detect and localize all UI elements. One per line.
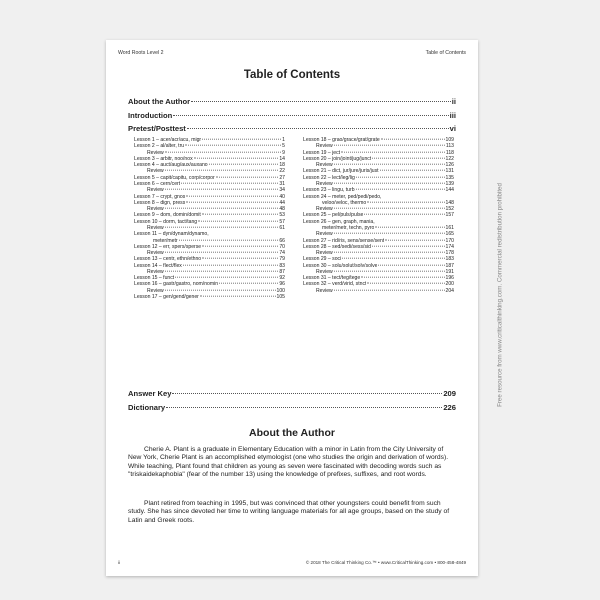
toc-dot-leader <box>375 227 444 228</box>
toc-row-label: Lesson 6 – cern/cert <box>134 180 181 187</box>
toc-entry-label: Introduction <box>128 111 173 120</box>
toc-dot-leader <box>202 245 278 246</box>
toc-entry-page: 226 <box>443 403 456 412</box>
about-author-heading: About the Author <box>249 427 335 439</box>
toc-row-page: 70 <box>279 243 285 250</box>
toc-row-page: 57 <box>279 218 285 225</box>
toc-row-label: Lesson 28 – sed/sedi/sess/sid <box>303 243 371 250</box>
toc-row-label: Lesson 32 – verd/virid, stnct <box>303 281 367 288</box>
toc-row-label: Lesson 25 – pel/puls/pulse <box>303 212 364 219</box>
lesson-columns <box>134 137 454 300</box>
toc-dot-leader <box>372 158 444 159</box>
toc-row-label: veloo/veloc, thermo <box>322 199 367 206</box>
toc-dot-leader <box>334 289 445 290</box>
toc-row-label: Lesson 12 – err, spers/sperse <box>134 243 202 250</box>
toc-row-label: Lesson 23 – lingu, turb <box>303 187 355 194</box>
toc-row-page: 61 <box>279 224 285 231</box>
toc-row-label: Review <box>316 162 333 169</box>
redistribution-notice-text: Free resource from www.criticalthinking.com. Commercial redistribution prohibited <box>496 183 504 407</box>
toc-row-page: 18 <box>279 162 285 169</box>
toc-row-page: 109 <box>445 137 454 143</box>
toc-dot-leader <box>166 407 442 408</box>
toc-row-page: 79 <box>279 256 285 263</box>
lesson-column-right <box>303 137 454 300</box>
toc-row-label: Lesson 1 – acer/acr/acu, migr <box>134 137 202 143</box>
toc-dot-leader <box>179 239 279 240</box>
toc-row-label: Lesson 17 – gen/gend/gener <box>134 294 199 301</box>
toc-row-page: 144 <box>445 187 454 194</box>
toc-dot-leader <box>202 139 281 140</box>
toc-entry-label: About the Author <box>128 97 191 106</box>
toc-row-page: 165 <box>445 231 454 238</box>
toc-dot-leader <box>172 393 442 394</box>
toc-row-label: Lesson 2 – al/alter, tru <box>134 143 185 150</box>
toc-row-label: Lesson 7 – crypt, gnos <box>134 193 186 200</box>
redistribution-notice <box>491 130 509 460</box>
toc-row-page: 1 <box>282 137 285 143</box>
toc-row-label: Lesson 27 – rid/ris, sens/sense/sent <box>303 237 385 244</box>
toc-row-page: 31 <box>279 180 285 187</box>
toc-row-label: Lesson 29 – soci <box>303 256 342 263</box>
toc-row-page: 22 <box>279 168 285 175</box>
toc-entry-page: 209 <box>443 389 456 398</box>
toc-row-page: 9 <box>282 149 285 156</box>
toc-row-label: Review <box>147 187 164 194</box>
toc-row-label: Review <box>147 224 164 231</box>
toc-row-page: 122 <box>445 155 454 162</box>
toc-dot-leader <box>183 264 278 265</box>
toc-dot-leader <box>194 158 279 159</box>
toc-row-page: 27 <box>279 174 285 181</box>
toc-row-label: Review <box>147 168 164 175</box>
toc-row-page: 44 <box>279 199 285 206</box>
toc-row-page: 87 <box>279 268 285 275</box>
toc-row-label: Lesson 22 – lect/leg/lig <box>303 174 355 181</box>
toc-row-label: Review <box>316 231 333 238</box>
toc-row-label: Review <box>316 268 333 275</box>
lesson-column-left <box>134 137 285 300</box>
toc-row-label: Lesson 19 – ject <box>303 149 341 156</box>
about-paragraph: Plant retired from teaching in 1995, but was convinced that other youngsters could benefit from such study. She has since devoted her time to writing language materials for all age groups, based on the study of Latin and Greek roots. <box>128 500 450 524</box>
toc-row-page: 157 <box>445 212 454 219</box>
footer-copyright: © 2018 The Critical Thinking Co.™ • www.CriticalThinking.com • 800-458-4849 <box>305 560 466 565</box>
toc-dot-leader <box>191 101 451 102</box>
toc-entry-answer-key[interactable] <box>128 389 456 398</box>
toc-row-page: 170 <box>445 237 454 244</box>
toc-row-page: 139 <box>445 180 454 187</box>
toc-dot-leader <box>187 128 449 129</box>
toc-row-page: 118 <box>445 149 454 156</box>
toc-row-page: 148 <box>445 199 454 206</box>
toc-row-label: Lesson 8 – dign, press <box>134 199 186 206</box>
toc-row-label: Lesson 21 – dict, jur/jure/juris/just <box>303 168 379 175</box>
toc-dot-leader <box>198 220 278 221</box>
toc-row-page: 200 <box>445 281 454 288</box>
toc-entry-page: ii <box>451 97 456 106</box>
document-page <box>106 40 478 576</box>
toc-row-page: 100 <box>276 287 285 294</box>
toc-dot-leader <box>334 183 445 184</box>
toc-row-page: 74 <box>279 250 285 257</box>
toc-row-label: Lesson 18 – grao/grace/grat/grate <box>303 137 380 143</box>
toc-row-label: Lesson 5 – capit/capitu, corp/corpor <box>134 174 215 181</box>
toc-entry-about-author[interactable] <box>128 97 456 106</box>
toc-row-label: Lesson 24 – meter, ped/pedi/pedo, <box>303 193 382 200</box>
toc-row-label: Lesson 15 – funct <box>134 275 175 282</box>
toc-dot-leader <box>165 151 281 152</box>
toc-row-label: meter/metr <box>153 237 178 244</box>
toc-entry-pretest[interactable] <box>128 124 456 133</box>
header-book-title: Word Roots Level 2 <box>118 50 164 56</box>
toc-row-page: 131 <box>445 168 454 175</box>
toc-row-page: 135 <box>445 174 454 181</box>
toc-dot-leader <box>356 176 445 177</box>
toc-dot-leader <box>165 252 279 253</box>
page-title: Table of Contents <box>243 69 341 81</box>
about-paragraph: Cherie A. Plant is a graduate in Elementary Education with a minor in Latin from the City University of New York, Cherie Plant is an accomplished etymologist (one who studies the origin and derivation of words). While teaching, Plant found that children as young as seven were fascinated with decoding words such as "triskaidekaphobia" (fear of the number 13) using the knowledge of prefixes, suffixes, and root words. <box>128 446 449 479</box>
toc-dot-leader <box>334 145 445 146</box>
toc-row-page: 53 <box>279 212 285 219</box>
toc-row-page: 178 <box>445 250 454 257</box>
toc-dot-leader <box>175 277 278 278</box>
toc-row-label: Review <box>316 206 333 213</box>
toc-entry-label: Answer Key <box>128 389 172 398</box>
header-section: Table of Contents <box>425 50 466 56</box>
toc-row-page: 204 <box>445 287 454 294</box>
toc-dot-leader <box>334 208 445 209</box>
toc-dot-leader <box>342 258 444 259</box>
toc-dot-leader <box>385 239 444 240</box>
toc-row-page: 187 <box>445 262 454 269</box>
toc-row-page: 191 <box>445 268 454 275</box>
toc-row-label: Lesson 11 – dyn/dynam/dynamo, <box>134 231 209 238</box>
toc-row-page: 5 <box>282 143 285 150</box>
toc-row-page: 105 <box>276 294 285 301</box>
toc-row-page: 92 <box>279 275 285 282</box>
toc-dot-leader <box>209 164 279 165</box>
toc-row-label: Lesson 3 – arbitr, noo/nox <box>134 155 193 162</box>
toc-row-page: 174 <box>445 243 454 250</box>
toc-dot-leader <box>334 164 445 165</box>
toc-dot-leader <box>185 145 281 146</box>
toc-dot-leader <box>367 283 444 284</box>
toc-entry-page: iii <box>449 111 456 120</box>
toc-dot-leader <box>173 115 448 116</box>
toc-dot-leader <box>202 258 278 259</box>
toc-dot-leader <box>334 252 445 253</box>
toc-row-label: Lesson 14 – flect/flex <box>134 262 182 269</box>
toc-dot-leader <box>165 289 276 290</box>
toc-row-label: Review <box>316 287 333 294</box>
toc-row-label: meter/metr, techn, pyro <box>322 224 375 231</box>
toc-dot-leader <box>334 233 445 234</box>
toc-row-label: Lesson 10 – dorm, tact/tang <box>134 218 198 225</box>
toc-row-page: 40 <box>279 193 285 200</box>
toc-row-label: Review <box>316 143 333 150</box>
toc-row-label: Lesson 13 – centr, ethn/ethno <box>134 256 202 263</box>
toc-dot-leader <box>219 283 278 284</box>
toc-entry-label: Pretest/Posttest <box>128 124 186 133</box>
toc-row-label: Lesson 20 – join/joint/jug/junct <box>303 155 372 162</box>
toc-row-label: Lesson 4 – auct/aug/aux/auxano <box>134 162 208 169</box>
toc-dot-leader <box>165 208 279 209</box>
toc-dot-leader <box>364 214 444 215</box>
toc-row-label: Lesson 26 – gen, graph, mania, <box>303 218 375 225</box>
toc-dot-leader <box>372 245 445 246</box>
toc-row-label: Review <box>316 250 333 257</box>
toc-dot-leader <box>165 271 279 272</box>
toc-row-page: 66 <box>279 237 285 244</box>
toc-entry-introduction[interactable] <box>128 111 456 120</box>
toc-row-page: 96 <box>279 281 285 288</box>
toc-row-label: Lesson 9 – dom, domin/domit <box>134 212 201 219</box>
toc-row-page: 14 <box>279 155 285 162</box>
toc-row-page: 126 <box>445 162 454 169</box>
toc-entry-page: vi <box>449 124 456 133</box>
toc-row-label: Review <box>147 250 164 257</box>
toc-review-row[interactable] <box>303 288 454 294</box>
toc-dot-leader <box>202 214 279 215</box>
toc-entry-dictionary[interactable] <box>128 403 456 412</box>
toc-dot-leader <box>165 170 279 171</box>
toc-entry-label: Dictionary <box>128 403 166 412</box>
toc-row-label: Review <box>147 149 164 156</box>
toc-dot-leader <box>181 183 278 184</box>
toc-row-label: Lesson 30 – solu/solut/solv/solve <box>303 262 378 269</box>
toc-dot-leader <box>165 227 279 228</box>
toc-row-page: 183 <box>445 256 454 263</box>
toc-dot-leader <box>341 151 445 152</box>
toc-row-page: 113 <box>445 143 454 150</box>
toc-row-page: 34 <box>279 187 285 194</box>
toc-row-label: Review <box>147 268 164 275</box>
toc-row-page: 48 <box>279 206 285 213</box>
toc-dot-leader <box>378 264 444 265</box>
toc-dot-leader <box>367 202 444 203</box>
toc-row-label: Review <box>316 180 333 187</box>
toc-dot-leader <box>356 189 445 190</box>
toc-dot-leader <box>165 189 279 190</box>
toc-dot-leader <box>216 176 279 177</box>
toc-row-label: Review <box>147 287 164 294</box>
toc-row-page: 196 <box>445 275 454 282</box>
toc-row-page: 152 <box>445 206 454 213</box>
toc-dot-leader <box>200 296 276 297</box>
toc-lesson-row[interactable] <box>134 294 285 300</box>
toc-dot-leader <box>186 202 278 203</box>
toc-row-label: Lesson 16 – gastr/gastro, nom/nomin <box>134 281 219 288</box>
toc-dot-leader <box>334 271 445 272</box>
toc-dot-leader <box>381 139 445 140</box>
toc-row-page: 161 <box>445 224 454 231</box>
toc-dot-leader <box>380 170 445 171</box>
toc-dot-leader <box>361 277 444 278</box>
toc-dot-leader <box>186 195 278 196</box>
toc-row-label: Review <box>147 206 164 213</box>
toc-row-page: 83 <box>279 262 285 269</box>
footer-page-number: ii <box>118 560 121 565</box>
toc-row-label: Lesson 31 – tect/teg/tege <box>303 275 361 282</box>
